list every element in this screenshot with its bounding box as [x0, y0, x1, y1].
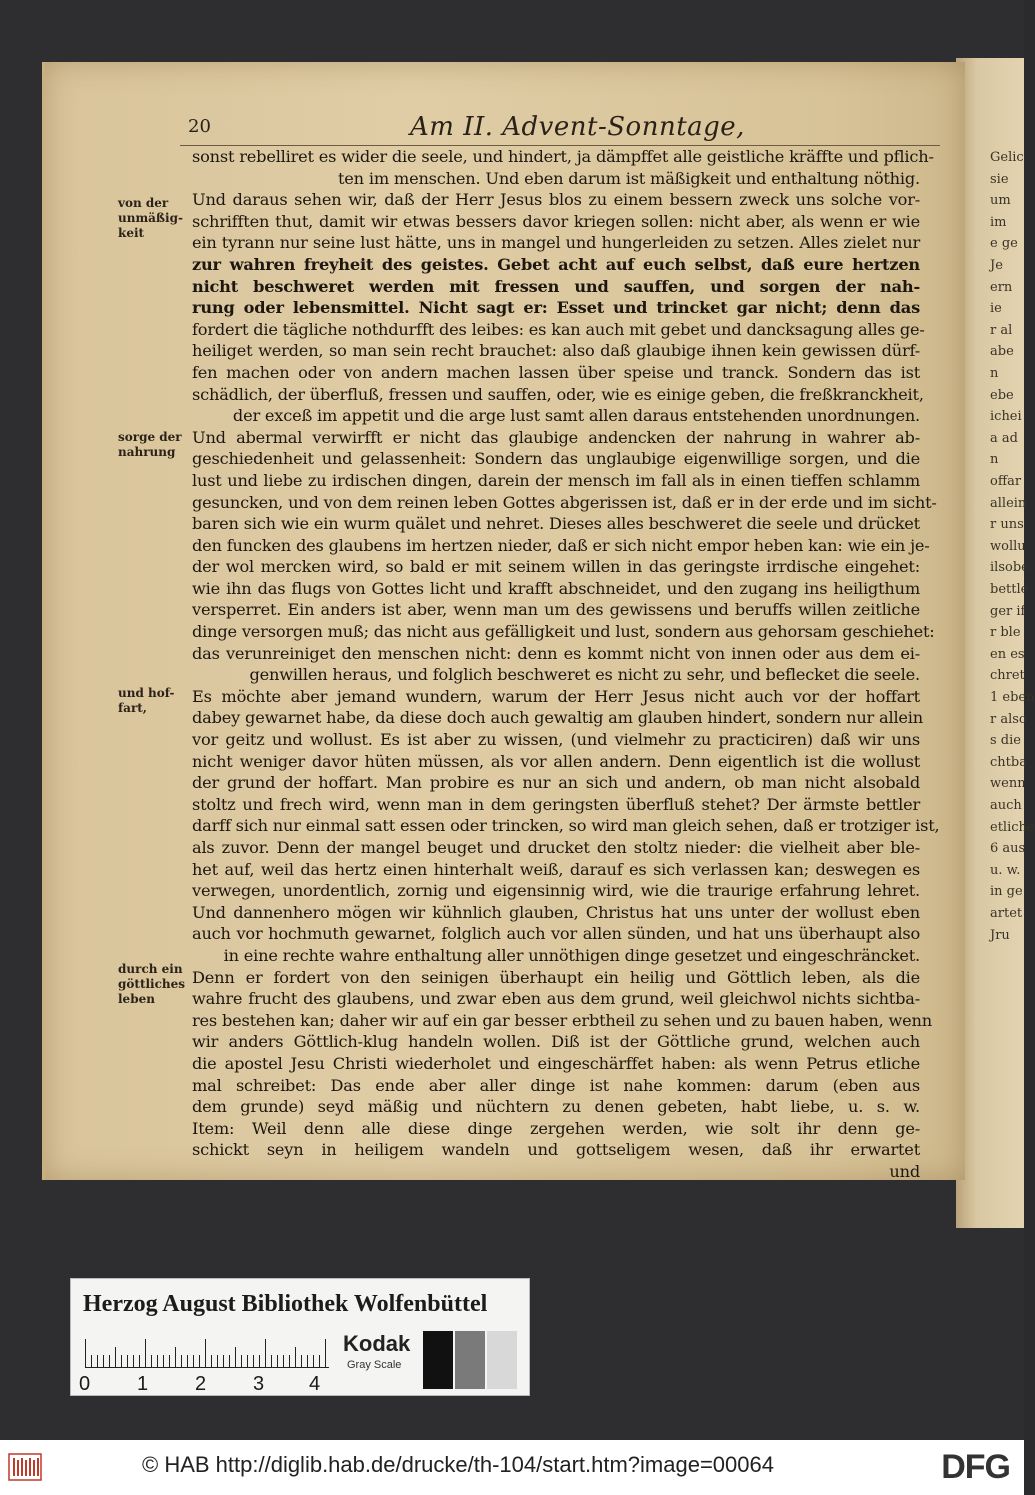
facing-page-fragment: r al [990, 322, 1013, 338]
margin-note: sorge der nahrung [118, 430, 182, 459]
facing-page-fragment: wenn [990, 776, 1026, 792]
ruler-tick [271, 1355, 272, 1367]
ruler-tick [313, 1355, 314, 1367]
facing-page-edge [956, 58, 1027, 1228]
ruler-tick [277, 1355, 278, 1367]
facing-page-fragment: u. w. [990, 862, 1021, 878]
ruler-tick [259, 1355, 260, 1367]
kodak-subtitle: Gray Scale [347, 1359, 402, 1371]
facing-page-fragment: r ble [990, 625, 1021, 641]
ruler-tick [109, 1355, 110, 1367]
facing-page-fragment: ie [990, 301, 1002, 317]
text-line: die apostel Jesu Christi wiederholet und eingeschärffet haben: als wenn Petrus etliche [192, 1053, 920, 1073]
text-line: verwegen, unordentlich, zornig und eigensinnig wird, wie die traurige erfahrung lehret. [192, 881, 920, 901]
facing-page-fragment: Jru [990, 927, 1010, 943]
facing-page-fragment: in ge [990, 884, 1023, 900]
text-line: schickt seyn in heiligem wandeln und gottseligem wesen, daß ihr erwartet [192, 1140, 920, 1160]
facing-page-fragment: 1 eben [990, 690, 1035, 705]
text-line: nicht weniger davor hüten müssen, als vor allen andern. Denn eigentlich ist die wollust [192, 751, 920, 771]
text-line: wie ihn das flugs von Gottes licht und krafft abschneidet, und den zugang ins heiligthum [192, 578, 920, 598]
ruler-tick [247, 1355, 248, 1367]
ruler-tick [217, 1355, 218, 1367]
ruler-tick [121, 1355, 122, 1367]
text-line: res bestehen kan; daher wir auf ein gar besser erbtheil zu sehen und zu bauen haben, wenn [192, 1010, 932, 1030]
ruler-tick [295, 1347, 296, 1367]
facing-page-fragment: allein [990, 495, 1027, 511]
margin-note: und hof-fart, [118, 686, 175, 715]
text-line: nicht beschweret werden mit fressen und sauffen, und sorgen der nah- [192, 276, 920, 296]
text-line: der wol mercken wird, so bald er mit seinem willen in das geringste irrdische eingehet: [192, 557, 920, 577]
body-text [192, 146, 940, 1183]
ruler-tick [199, 1355, 200, 1367]
ruler-tick [157, 1355, 158, 1367]
facing-page-fragment: chtba [990, 754, 1027, 770]
margin-note: durch ein göttliches leben [118, 962, 186, 1006]
ruler-number: 3 [253, 1373, 265, 1395]
facing-page-fragment: ern [990, 279, 1013, 295]
ruler-tick [193, 1355, 194, 1367]
text-line: dem grunde) seyd mäßig und nüchtern zu denen gebeten, habt liebe, u. s. w. [192, 1097, 920, 1117]
text-line: vor geitz und wollust. Es ist aber zu wissen, (und vielmehr zu practiciren) daß wir uns [192, 730, 920, 750]
text-line: ein tyrann nur seine lust hätte, uns in mangel und hungerleiden zu setzen. Alles zielet nur [192, 233, 920, 253]
gray-swatch-light [487, 1331, 517, 1389]
text-line: fordert die tägliche nothdurfft des leibes: es kan auch mit gebet und dancksagung alles ge- [192, 319, 925, 339]
gray-swatch-black [423, 1331, 453, 1389]
ruler-number: 0 [79, 1373, 91, 1395]
text-line: fen machen oder von andern machen lassen über speise und tranck. Sondern das ist [192, 362, 920, 382]
text-line: den funcken des glaubens im hertzen nieder, daß er sich nicht empor heben kan: wie ein je- [192, 535, 930, 555]
facing-page-fragment: a ad [990, 430, 1018, 446]
text-line: mal schreibet: Das ende aber aller dinge ist nahe kommen: darum (eben aus [192, 1075, 920, 1095]
ruler-tick [145, 1339, 146, 1367]
ruler-tick [283, 1355, 284, 1367]
ruler-tick [301, 1355, 302, 1367]
ruler-tick [319, 1355, 320, 1367]
ruler-tick [325, 1339, 326, 1367]
ruler-tick [175, 1347, 176, 1367]
facing-page-fragment: sie [990, 171, 1009, 187]
ruler-tick [235, 1347, 236, 1367]
text-line: genwillen heraus, und folglich beschweret es nicht zu sehr, und beflecket die seele. [249, 665, 920, 685]
ruler-tick [265, 1339, 266, 1367]
page-number: 20 [188, 116, 211, 137]
facing-page-fragment: n [990, 452, 999, 468]
ruler-tick [187, 1355, 188, 1367]
ruler-tick [181, 1355, 182, 1367]
text-line: stoltz und frech wird, wenn man in dem geringsten überfluß stehet? Der ärmste bettler [192, 794, 920, 814]
facing-page-fragment: etliche [990, 819, 1035, 835]
ruler-tick [163, 1355, 164, 1367]
text-line: geschiedenheit und gelassenheit: Sondern das unglaubige eigenwillige sorgen, und die [192, 449, 920, 469]
text-line: Und abermal verwirfft er nicht das glaubige andencken der nahrung in wahrer ab- [192, 427, 920, 447]
text-line: Und daraus sehen wir, daß der Herr Jesus blos zu einem bessern zweck uns solche vor- [192, 190, 920, 210]
running-head-title: Am II. Advent-Sonntage, [410, 112, 745, 142]
kodak-brand: Kodak [343, 1331, 411, 1356]
facing-page-fragment: im [990, 214, 1007, 230]
ruler-tick [151, 1355, 152, 1367]
text-line: Item: Weil denn alle diese dinge zergehen werden, wie solt ihr denn ge- [192, 1118, 920, 1138]
text-line: und [889, 1161, 920, 1181]
facing-page-fragment: auch [990, 798, 1022, 813]
dfg-logo: DFG [941, 1448, 1010, 1486]
text-line: rung oder lebensmittel. Nicht sagt er: Esset und trincket gar nicht; denn das [192, 298, 920, 318]
scale-ruler [85, 1337, 329, 1368]
text-line: wir anders Göttlich-klug handeln wollen. Diß ist der Göttliche grund, welchen auch [192, 1032, 920, 1052]
facing-page-fragment: s die [990, 733, 1021, 749]
text-line: darff sich nur einmal satt essen oder trincken, so wird man gleich sehen, daß er trotziger ist, [192, 816, 940, 836]
margin-note: von der unmäßig-keit [118, 196, 183, 240]
text-line: baren sich wie ein wurm quälet und nehret. Dieses alles beschweret die seele und drücket [192, 514, 920, 534]
running-head [180, 112, 940, 142]
text-line: schrifften thut, damit wir etwas bessers davor kriegen sollen: nicht aber, als wenn er wie [192, 211, 920, 231]
text-line: der exceß im appetit und die arge lust samt allen daraus entstehenden unordnungen. [232, 406, 920, 426]
facing-page-fragment: chret. [990, 668, 1029, 684]
ruler-tick [241, 1355, 242, 1367]
facing-page-fragment: r also [990, 711, 1027, 727]
text-line: das verunreiniget den menschen nicht: denn es kommt nicht von innen oder aus dem ei- [192, 643, 920, 663]
facing-page-fragment: n [990, 366, 999, 381]
ruler-tick [133, 1355, 134, 1367]
text-line: dabey gewarnet habe, da diese doch auch gewaltig am glauben hindert, sondern nur allein [192, 708, 924, 728]
ruler-tick [229, 1355, 230, 1367]
text-line: versperret. Ein anders ist aber, wenn man um des gewissens und beruffs willen zeitliche [192, 600, 920, 620]
library-label [70, 1278, 530, 1396]
text-line: heiliget werden, so man sein recht brauchet: also daß glaubige ihnen kein gewissen dürf- [192, 341, 920, 361]
ruler-tick [85, 1339, 86, 1367]
text-line: ten im menschen. Und eben darum ist mäßigkeit und enthaltung nöthig. [338, 168, 920, 188]
facing-page-fragment: artet [990, 906, 1023, 921]
facing-page-fragment: offar [990, 474, 1022, 489]
text-line: als zuvor. Denn der mangel beuget und drucket den stoltz nieder: die vielheit aber ble- [192, 838, 920, 857]
facing-page-fragment: ebe [990, 387, 1014, 403]
text-line: schädlich, der überfluß, fressen und sauffen, oder, wie es einige geben, die freßkranckheit, [192, 384, 924, 404]
ruler-tick [169, 1355, 170, 1367]
ruler-tick [253, 1355, 254, 1367]
facing-page-fragment: r uns [990, 517, 1024, 533]
ruler-tick [103, 1355, 104, 1367]
ruler-tick [205, 1339, 206, 1367]
footer-bar [0, 1440, 1024, 1495]
ruler-tick [211, 1355, 212, 1367]
facing-page-fragment: wollu [990, 538, 1026, 554]
ruler-tick [307, 1355, 308, 1367]
facing-page-fragment: ilsobe [990, 560, 1029, 576]
text-line: sonst rebelliret es wider die seele, und hindert, ja dämpffet alle geistliche kräffte und pflich- [192, 147, 934, 166]
text-line: dinge versorgen muß; das nicht aus gefälligkeit und lust, sondern aus gehorsam geschiehet: [192, 622, 935, 642]
footer-citation: © HAB http://diglib.hab.de/drucke/th-104/start.htm?image=00064 [142, 1452, 774, 1477]
hab-logo-icon [8, 1450, 42, 1482]
text-line: Es möchte aber jemand wundern, warum der Herr Jesus nicht auch vor der hoffart [192, 686, 920, 706]
facing-page-fragment: abe [990, 344, 1014, 360]
text-line: gesuncken, und von dem reinen leben Gottes abgerissen ist, daß er in der erde und im sicht- [192, 492, 937, 512]
text-line: het auf, weil das hertz einen hinterhalt weiß, darauf es sich verlassen kan; deswegen es [192, 859, 920, 879]
ruler-tick [91, 1355, 92, 1367]
text-line: der grund der hoffart. Man probire es nur an sich und andern, ob man nicht alsobald [192, 773, 920, 793]
text-line: in eine rechte wahre enthaltung aller unnöthigen dinge gesetzet und eingeschräncket. [223, 945, 920, 965]
facing-page-fragment: Je [990, 258, 1003, 273]
gray-swatch-mid [455, 1331, 485, 1389]
text-line: Und dannenhero mögen wir kühnlich glauben, Christus hat uns unter der wollust eben [192, 902, 920, 922]
facing-page-fragment: 6 aus [990, 841, 1026, 857]
ruler-tick [115, 1347, 116, 1367]
facing-page-fragment: e ge [990, 236, 1018, 252]
facing-page-fragment: um [990, 193, 1011, 209]
ruler-tick [223, 1355, 224, 1367]
facing-page-fragment: Gelic [990, 150, 1024, 165]
ruler-number: 2 [195, 1373, 207, 1395]
ruler-tick [127, 1355, 128, 1367]
ruler-number: 1 [137, 1373, 149, 1395]
library-name: Herzog August Bibliothek Wolfenbüttel [83, 1291, 488, 1317]
facing-page-fragment: en es [990, 646, 1025, 662]
ruler-number: 4 [309, 1373, 321, 1395]
text-line: zur wahren freyheit des geistes. Gebet acht auf euch selbst, daß eure hertzen [192, 254, 920, 274]
ruler-tick [289, 1355, 290, 1367]
ruler-tick [97, 1355, 98, 1367]
facing-page-fragment: ichei [990, 409, 1022, 425]
text-line: lust und liebe zu irdischen dingen, darein der mensch im fall als in einen tieffen schlamm [192, 470, 920, 490]
facing-page-fragment: bettle [990, 582, 1029, 597]
facing-page-fragment: ger if [990, 603, 1026, 619]
text-line: wahre frucht des glaubens, und zwar eben aus dem grund, weil gleichwol nichts sichtba- [192, 989, 920, 1009]
text-line: Denn er fordert von den seinigen überhaupt ein heilig und Göttlich leben, als die [192, 967, 920, 987]
text-line: auch vor hochmuth gewarnet, folglich auch vor allen sünden, und hat uns überhaupt also [192, 924, 920, 944]
ruler-tick [139, 1355, 140, 1367]
